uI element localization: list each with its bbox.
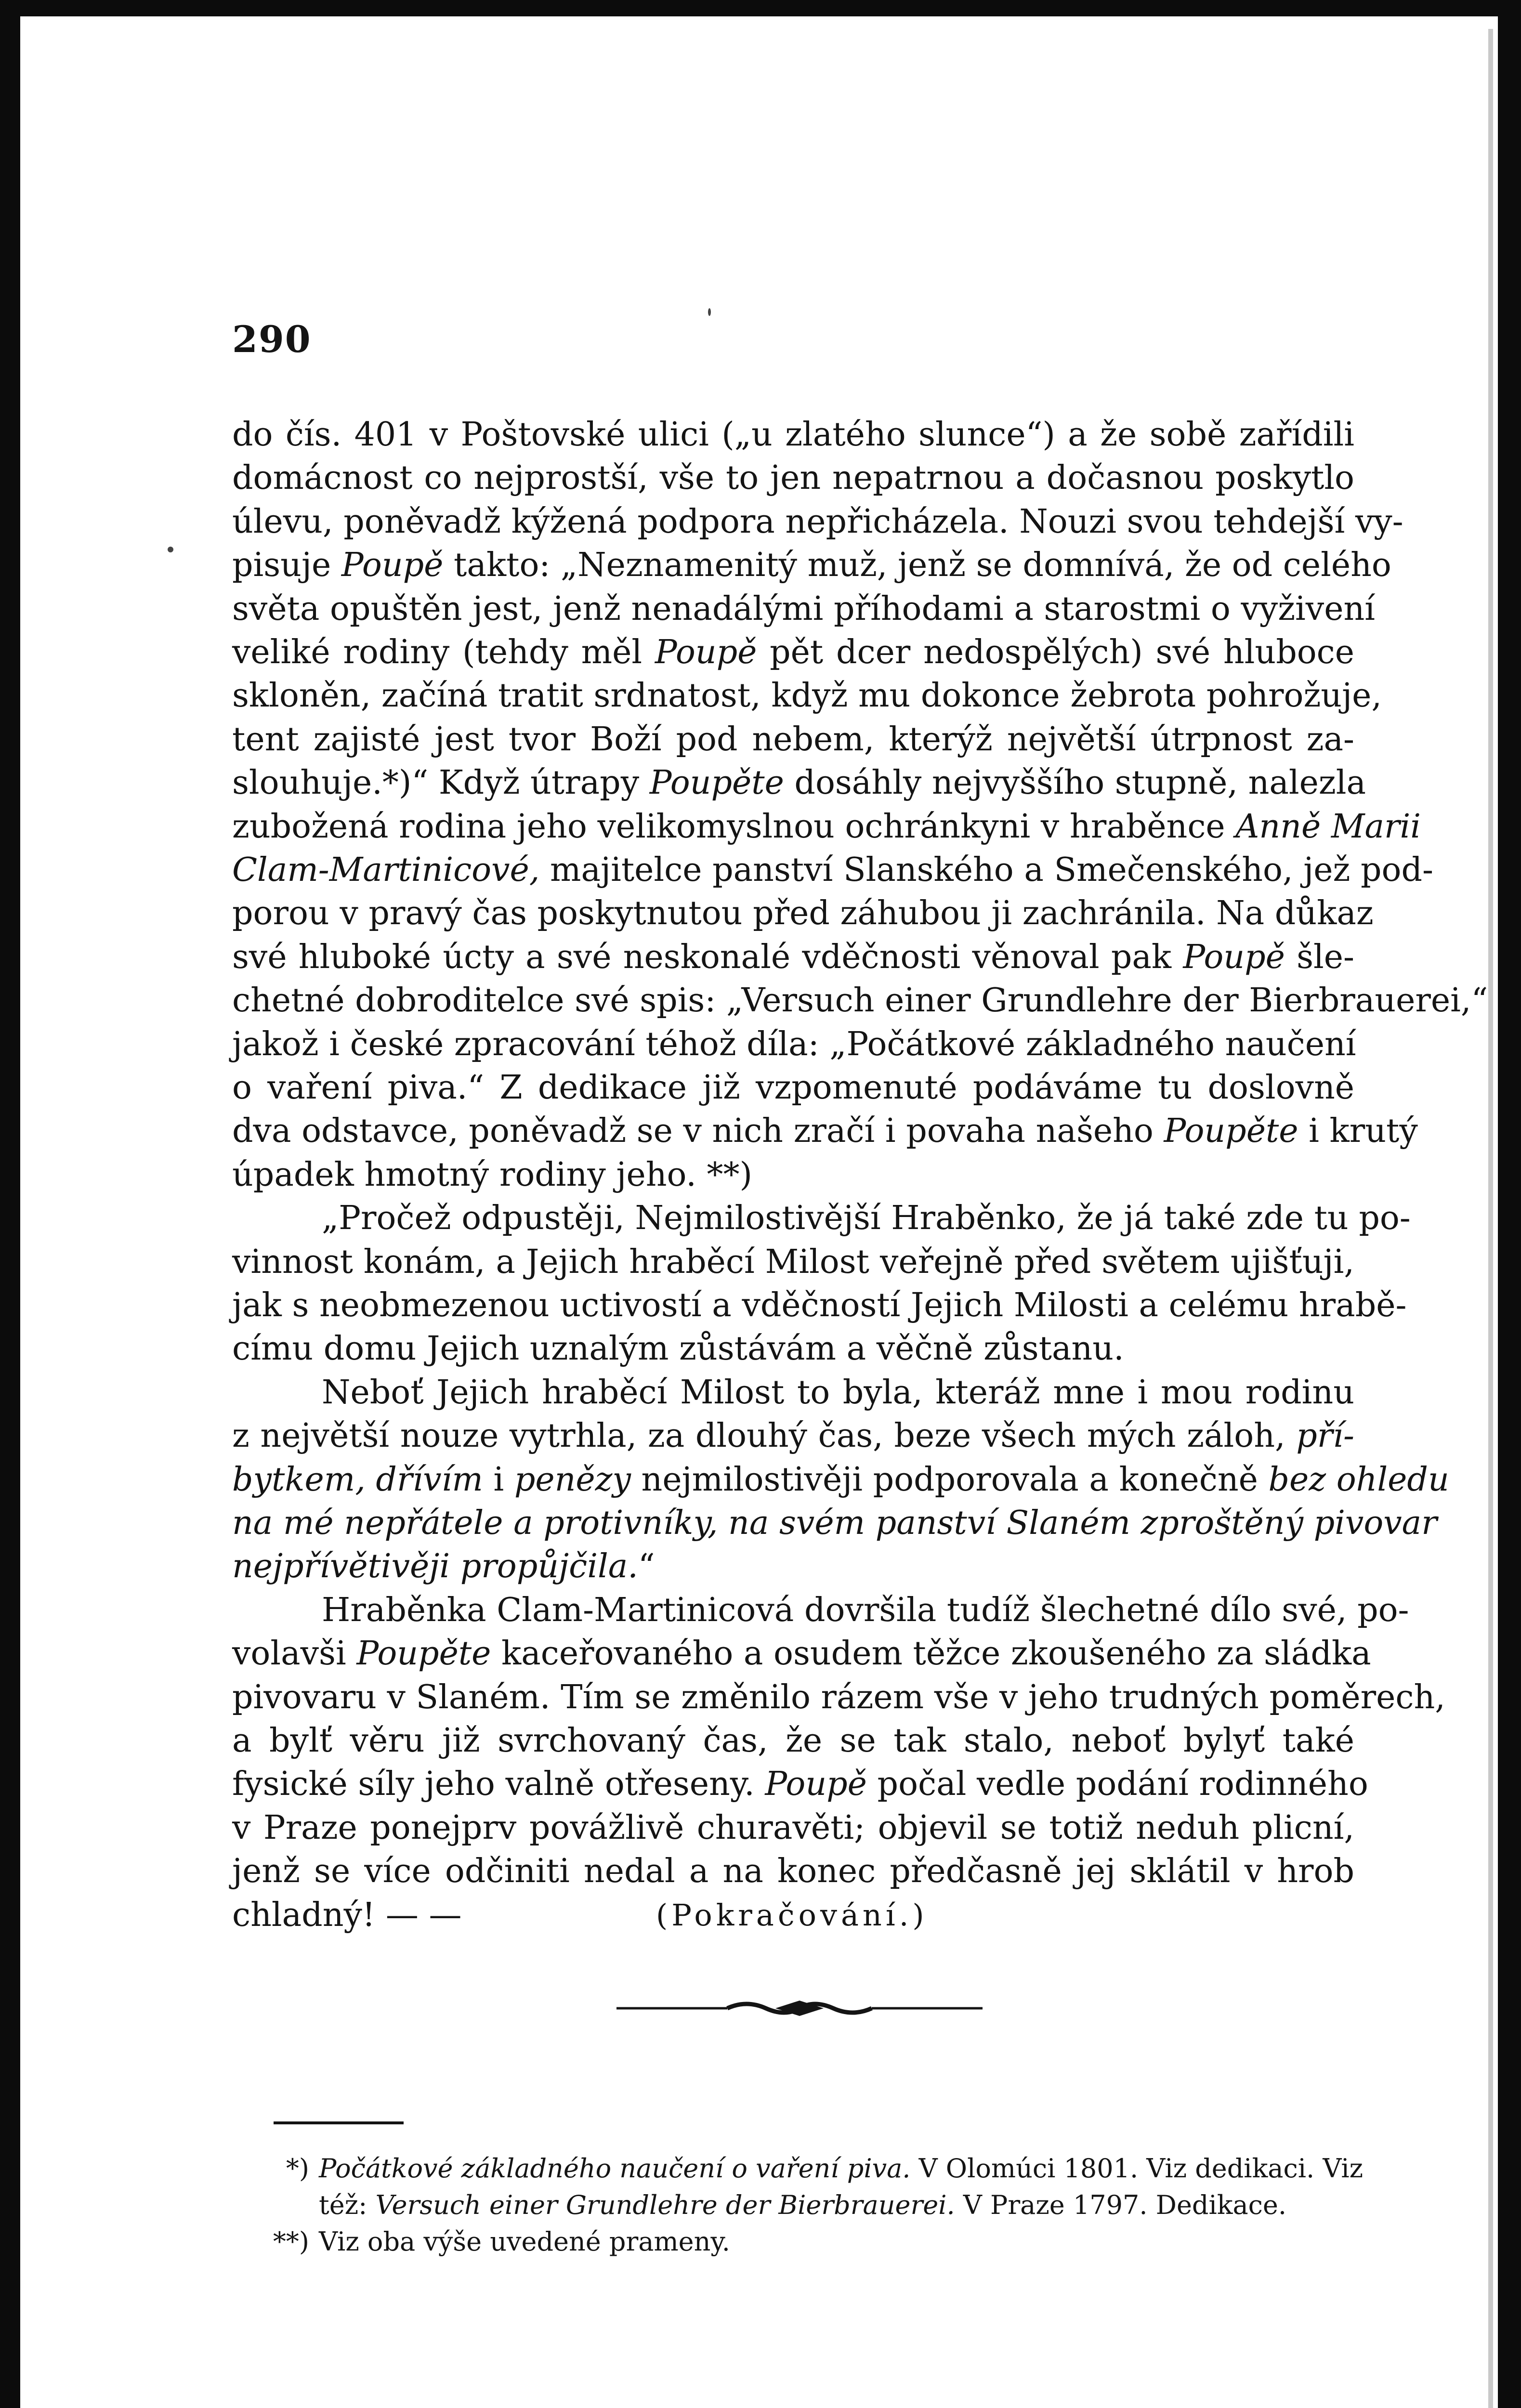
continuation-note: (Pokračování.) xyxy=(656,1897,928,1933)
line-text: z největší nouze vytrhla, za dlouhý čas, beze všech mých záloh, xyxy=(232,1417,1297,1455)
line-text: takto: „Neznamenitý muž, jenž se domnívá, že od celého xyxy=(443,546,1391,585)
line-text: fysické síly jeho valně otřeseny. xyxy=(232,1765,765,1804)
line-text: nejmilostivěji podporovala a konečně xyxy=(630,1460,1269,1499)
line-text: světa opuštěn jest, jenž nenadálými příhodami a starostmi o vyživení xyxy=(232,589,1375,628)
italic-text: penězy xyxy=(514,1460,631,1499)
line-text: jak s neobmezenou uctivostí a vděčností Jejich Milosti a celému hrabě- xyxy=(232,1286,1407,1324)
line-text: do čís. 401 v Poštovské ulici („u zlatého slunce“) a že sobě zařídili xyxy=(232,416,1354,454)
line-text: o vaření piva.“ Z dedikace již vzpomenuté podáváme tu doslovně xyxy=(232,1069,1354,1107)
text-line xyxy=(232,1066,1354,1110)
footnote-1-text: V Olomúci 1801. Viz dedikaci. Viz xyxy=(910,2153,1364,2184)
footnote-2 xyxy=(232,2224,1354,2260)
text-line xyxy=(232,1023,1354,1066)
line-text: „Pročež odpustěji, Nejmilostivější Hraběnko, že já také zde tu po- xyxy=(322,1199,1411,1238)
scan-border-left xyxy=(0,0,20,2408)
line-text: veliké rodiny (tehdy měl xyxy=(232,633,655,671)
line-text: i xyxy=(483,1460,514,1499)
ornament-divider xyxy=(616,1994,983,2023)
text-line xyxy=(232,761,1366,805)
text-line xyxy=(232,1153,1354,1197)
line-text: domácnost co nejprostší, vše to jen nepatrnou a dočasnou poskytlo xyxy=(232,459,1354,497)
italic-text: Clam-Martinicové, xyxy=(232,851,540,889)
footnote-1-mark: *) xyxy=(286,2153,309,2184)
text-line xyxy=(232,1414,1354,1458)
line-text: své hluboké úcty a své neskonalé vděčnosti věnoval pak xyxy=(232,938,1183,976)
line-text: porou v pravý čas poskytnutou před záhubou ji zachránila. Na důkaz xyxy=(232,894,1374,933)
text-line xyxy=(232,1502,1437,1545)
footnote-1-cont-title: Versuch einer Grundlehre der Bierbrauerei. xyxy=(375,2190,955,2220)
text-line xyxy=(232,979,1488,1022)
footnote-1-continuation xyxy=(319,2187,1354,2224)
line-text: úpadek hmotný rodiny jeho. **) xyxy=(232,1155,752,1194)
line-text: pivovaru v Slaném. Tím se změnilo rázem vše v jeho trudných poměrech, xyxy=(232,1678,1445,1716)
line-text: majitelce panství Slanského a Smečenského, jež pod- xyxy=(539,851,1433,889)
line-text: vinnost konám, a Jejich hraběcí Milost veřejně před světem ujišťuji, xyxy=(232,1243,1354,1281)
footnote-1-title: Počátkové základného naučení o vaření piva. xyxy=(319,2153,911,2184)
line-text: pět dcer nedospělých) své hluboce xyxy=(757,633,1354,671)
italic-text: pří- xyxy=(1296,1417,1354,1455)
text-line xyxy=(232,1110,1418,1153)
scan-border-top xyxy=(0,0,1521,16)
text-line xyxy=(232,674,1382,718)
text-line xyxy=(232,1676,1445,1719)
italic-text: Poupěte xyxy=(649,764,784,802)
line-text: volavši xyxy=(232,1635,357,1673)
text-line xyxy=(232,1545,1354,1588)
text-line xyxy=(232,1763,1368,1806)
line-text: a bylť věru již svrchovaný čas, že se tak stalo, neboť bylyť také xyxy=(232,1722,1354,1760)
text-line xyxy=(322,1197,1411,1240)
line-text: počal vedle podání rodinného xyxy=(866,1765,1368,1804)
italic-text: bytkem, dřívím xyxy=(232,1460,483,1499)
text-line xyxy=(232,588,1375,631)
scan-speck xyxy=(708,308,711,316)
line-text: dva odstavce, poněvadž se v nich zračí i povaha našeho xyxy=(232,1112,1164,1151)
text-line xyxy=(232,1894,1354,1937)
footnote-1-cont-text: V Praze 1797. Dedikace. xyxy=(955,2190,1287,2220)
scan-border-right xyxy=(1498,0,1521,2408)
scan-speck xyxy=(168,547,173,552)
line-text: kaceřovaného a osudem těžce zkoušeného za sládka xyxy=(491,1635,1371,1673)
text-line xyxy=(232,1719,1354,1763)
line-text: skloněn, začíná tratit srdnatost, když mu dokonce žebrota pohrožuje, xyxy=(232,677,1382,715)
text-line xyxy=(232,500,1403,544)
italic-text: nejpřívětivěji propůjčila. xyxy=(232,1547,638,1586)
line-text: Neboť Jejich hraběcí Milost to byla, kteráž mne i mou rodinu xyxy=(322,1373,1354,1412)
footnote-2-text: Viz oba výše uvedené prameny. xyxy=(319,2226,730,2257)
line-text: címu domu Jejich uznalým zůstávám a věčně zůstanu. xyxy=(232,1330,1124,1368)
italic-text: na mé nepřátele a protivníky, na svém panství Slaném zproštěný pivovar xyxy=(232,1504,1437,1542)
text-line xyxy=(232,413,1354,457)
line-text: chetné dobroditelce své spis: „Versuch einer Grundlehre der Bierbrauerei,“ xyxy=(232,982,1488,1020)
text-line xyxy=(232,936,1354,979)
line-text: zubožená rodina jeho velikomyslnou ochránkyni v hraběnce xyxy=(232,807,1236,846)
text-line xyxy=(232,805,1421,849)
text-line xyxy=(232,457,1354,500)
line-text: chladný! — — xyxy=(232,1896,462,1934)
footnote-2-mark: **) xyxy=(273,2226,309,2257)
text-line xyxy=(232,718,1354,761)
footnote-1 xyxy=(232,2150,1364,2187)
text-line xyxy=(322,1371,1354,1414)
line-text: “ xyxy=(638,1547,655,1586)
text-line xyxy=(232,544,1391,587)
text-line xyxy=(232,849,1433,892)
line-text: tent zajisté jest tvor Boží pod nebem, kterýž největší útrpnost za- xyxy=(232,720,1354,759)
line-text: šle- xyxy=(1285,938,1354,976)
italic-text: Poupě xyxy=(765,1765,867,1804)
line-text: jenž se více odčiniti nedal a na konec předčasně jej sklátil v hrob xyxy=(232,1852,1354,1891)
text-line xyxy=(232,1241,1354,1284)
line-text: Hraběnka Clam-Martinicová dovršila tudíž šlechetné dílo své, po- xyxy=(322,1591,1409,1629)
text-line xyxy=(232,1327,1354,1371)
italic-text: bez ohledu xyxy=(1268,1460,1449,1499)
text-line xyxy=(232,1632,1371,1675)
text-line xyxy=(232,892,1374,935)
italic-text: Poupě xyxy=(655,633,757,671)
text-line xyxy=(232,1458,1449,1502)
line-text: v Praze ponejprv povážlivě churavěti; objevil se totiž neduh plicní, xyxy=(232,1808,1354,1847)
scan-shadow-right xyxy=(1488,29,1493,2408)
line-text: dosáhly nejvyššího stupně, nalezla xyxy=(784,764,1366,802)
italic-text: Poupěte xyxy=(1164,1112,1298,1151)
text-line xyxy=(232,1850,1354,1893)
line-text: pisuje xyxy=(232,546,341,585)
line-text: úlevu, poněvadž kýžená podpora nepřicházela. Nouzi svou tehdejší vy- xyxy=(232,502,1403,541)
text-line xyxy=(322,1589,1409,1632)
line-text: slouhuje.*)“ Když útrapy xyxy=(232,764,650,802)
text-line xyxy=(232,1806,1354,1850)
line-text: jakož i české zpracování téhož díla: „Počátkové základného naučení xyxy=(232,1025,1356,1063)
footnote-rule xyxy=(274,2121,404,2124)
italic-text: Poupěte xyxy=(356,1635,491,1673)
text-line xyxy=(232,631,1354,674)
italic-text: Poupě xyxy=(1183,938,1285,976)
italic-text: Poupě xyxy=(341,546,444,585)
line-text: i krutý xyxy=(1298,1112,1418,1151)
footnote-1-cont-prefix: též: xyxy=(319,2190,376,2220)
text-line xyxy=(232,1284,1407,1327)
page-number: 290 xyxy=(232,318,312,361)
italic-text: Anně Marii xyxy=(1235,807,1421,846)
